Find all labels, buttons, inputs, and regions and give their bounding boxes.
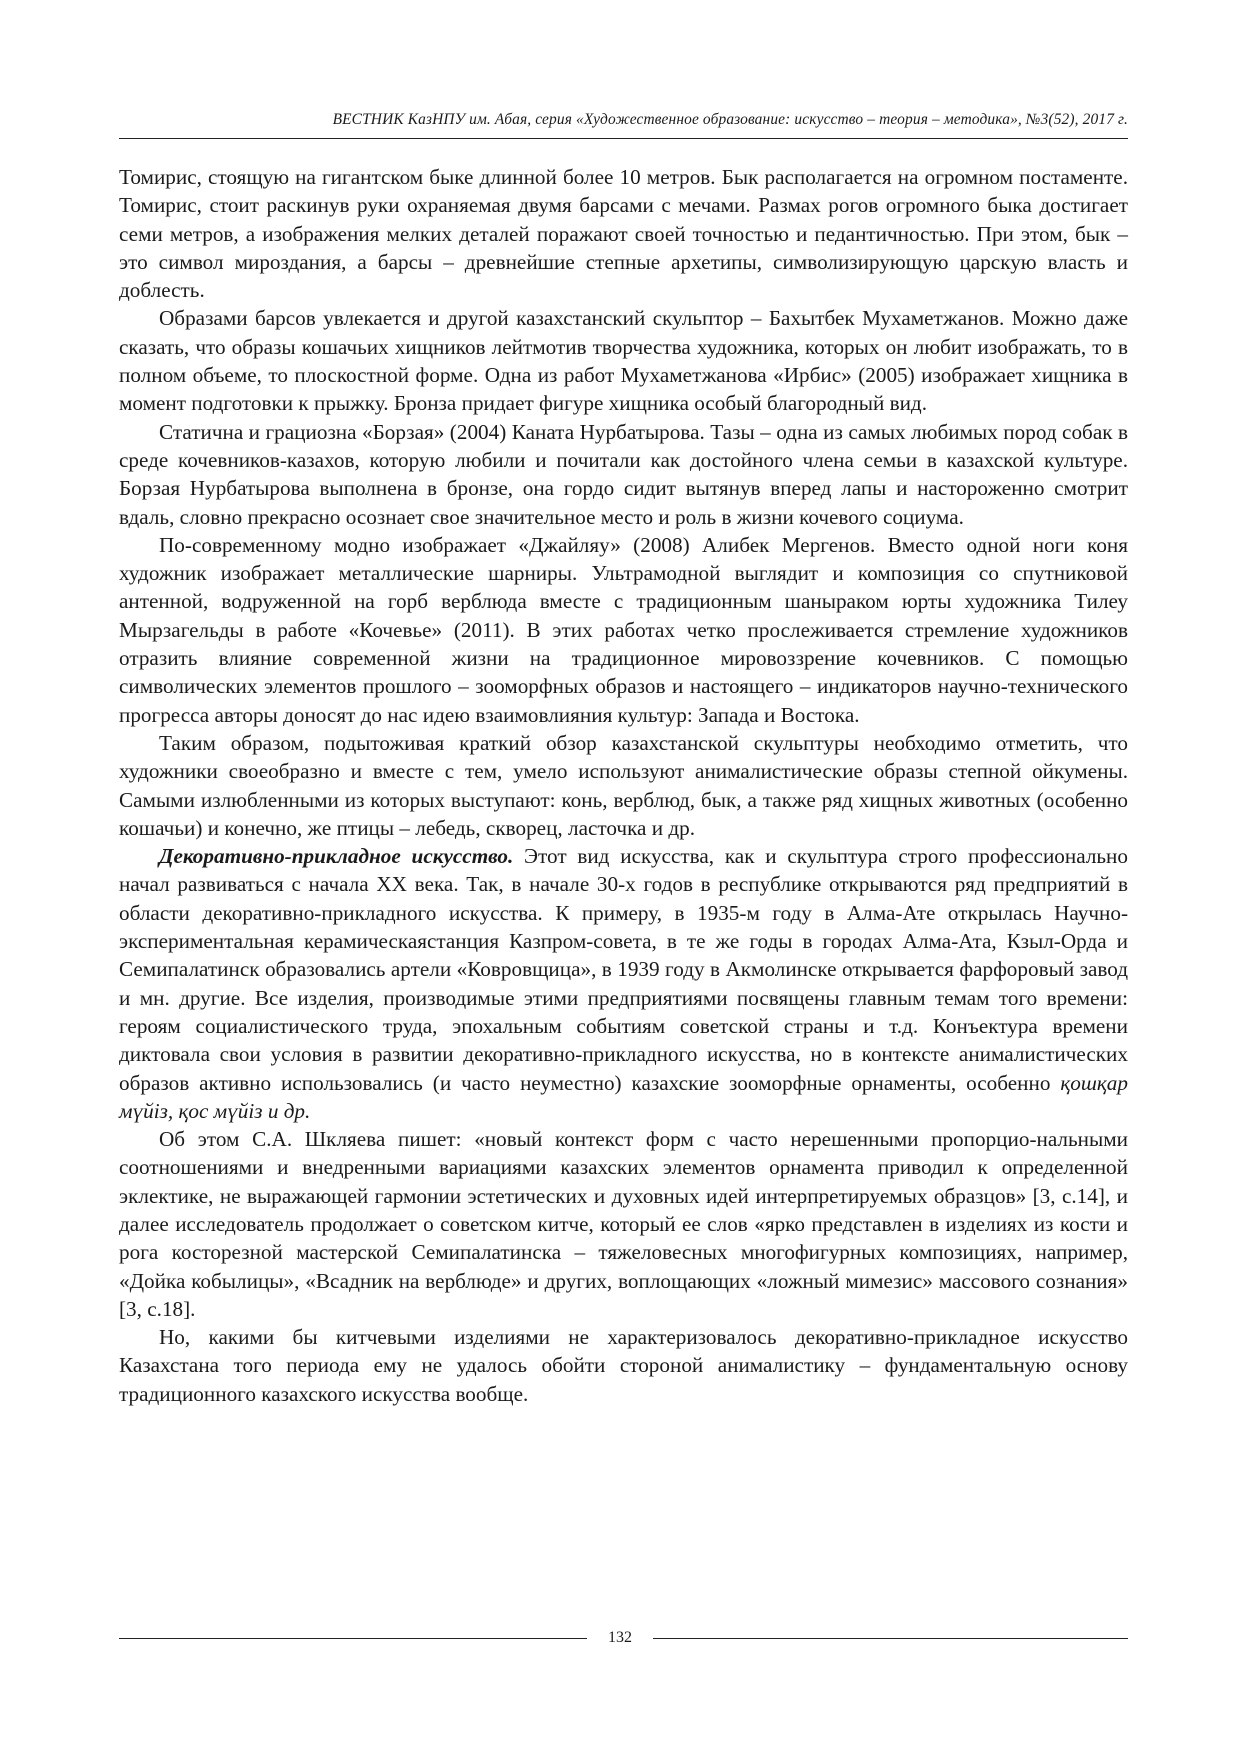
page-footer xyxy=(119,1626,1128,1650)
running-header: ВЕСТНИК КазНПУ им. Абая, серия «Художественное образование: искусство – теория – методика», №3(52), 2017 г. xyxy=(332,111,1128,128)
paragraph-2: Образами барсов увлекается и другой казахстанский скульптор – Бахытбек Мухаметжанов. Можно даже сказать, что образы кошачьих хищников лейтмотив творчества художника, которых он любит изображать, то в полном объеме, то плоскостной форме. Одна из работ Мухаметжанова «Ирбис» (2005) изображает хищника в момент подготовки к прыжку. Бронза придает фигуре хищника особый благородный вид. xyxy=(119,306,1128,416)
header-rule xyxy=(119,138,1128,139)
paragraph-1: Томирис, стоящую на гигантском быке длинной более 10 метров. Бык располагается на огромном постаменте. Томирис, стоит раскинув руки охраняемая двумя барсами с мечами. Размах рогов огромного быка достигает семи метров, а изображения мелких деталей поражают своей точностью и педантичностью. При этом, бык – это символ мироздания, а барсы – древнейшие степные архетипы, символизирующую царскую власть и доблесть. xyxy=(119,165,1128,303)
paragraph-4: По-современному модно изображает «Джайляу» (2008) Алибек Мергенов. Вместо одной ноги коня художник изображает металлические шарниры. Ультрамодной выглядит и композиция со спутниковой антенной, водруженной на горб верблюда вместе с традиционным шаныраком юрты художника Тилеу Мырзагельды в работе «Кочевье» (2011). В этих работах четко прослеживается стремление художников отразить влияние современной жизни на традиционное мировоззрение кочевников. С помощью символических элементов прошлого – зооморфных образов и настоящего – индикаторов научно-технического прогресса авторы доносят до нас идею взаимовлияния культур: Запада и Востока. xyxy=(119,532,1128,727)
paragraph-8: Но, какими бы китчевыми изделиями не характеризовалось декоративно-прикладное искусство Казахстана того периода ему не удалось обойти стороной анималистику – фундаментальную основу традиционного казахского искусства вообще. xyxy=(119,1325,1128,1406)
ornament-names: қошқар мүйіз, қос мүйіз и др. xyxy=(119,1070,1128,1123)
footer-rule-right xyxy=(653,1638,1128,1639)
article-body xyxy=(119,163,1128,1408)
page-number: 132 xyxy=(608,1629,632,1646)
paragraph-6-text: Этот вид искусства, как и скульптура строго профессионально начал развиваться с начала XX века. Так, в начале 30-х годов в республике открываются ряд предприятий в области декоративно-прикладного искусства. К примеру, в 1935-м году в Алма-Ате открылась Научно-экспериментальная керамическаястанция Казпром-совета, в те же годы в городах Алма-Ата, Кзыл-Орда и Семипалатинск образовались артели «Ковровщица», в 1939 году в Акмолинске открывается фарфоровый завод и мн. другие. Все изделия, производимые этими предприятиями посвящены главным темам того времени: героям социалистического труда, эпохальным событиям советской страны и т.д. Конъектура времени диктовала свои условия в развитии декоративно-прикладного искусства, но в контексте анималистических образов активно использовались (и часто неуместно) казахские зооморфные орнаменты, особенно xyxy=(119,844,1128,1095)
paragraph-3: Статична и грациозна «Борзая» (2004) Каната Нурбатырова. Тазы – одна из самых любимых пород собак в среде кочевников-казахов, которую любили и почитали как достойного члена семьи в казахской культуре. Борзая Нурбатырова выполнена в бронзе, она гордо сидит вытянув вперед лапы и настороженно смотрит вдаль, словно прекрасно осознает свое значительное место и роль в жизни кочевого социума. xyxy=(119,419,1128,529)
paragraph-7: Об этом С.А. Шкляева пишет: «новый контекст форм с часто нерешенными пропорцио-нальными соотношениями и внедренными вариациями казахских элементов орнамента приводил к определенной эклектике, не выражающей гармонии эстетических и духовных идей интерпретируемых образцов» [3, с.14], и далее исследователь продолжает о советском китче, который ее слов «ярко представлен в изделиях из кости и рога косторезной мастерской Семипалатинска – тяжеловесных многофигурных композициях, например, «Дойка кобылицы», «Всадник на верблюде» и других, воплощающих «ложный мимезис» массового сознания» [3, с.18]. xyxy=(119,1127,1128,1321)
footer-rule-left xyxy=(119,1638,587,1639)
section-heading: Декоративно-прикладное искусство. xyxy=(159,844,514,869)
paragraph-6 xyxy=(119,842,1128,1125)
paragraph-5: Таким образом, подытоживая краткий обзор казахстанской скульптуры необходимо отметить, что художники своеобразно и вместе с тем, умело используют анималистические образы степной ойкумены. Самыми излюбленными из которых выступают: конь, верблюд, бык, а также ряд хищных животных (особенно кошачьи) и конечно, же птицы – лебедь, скворец, ласточка и др. xyxy=(119,730,1128,840)
